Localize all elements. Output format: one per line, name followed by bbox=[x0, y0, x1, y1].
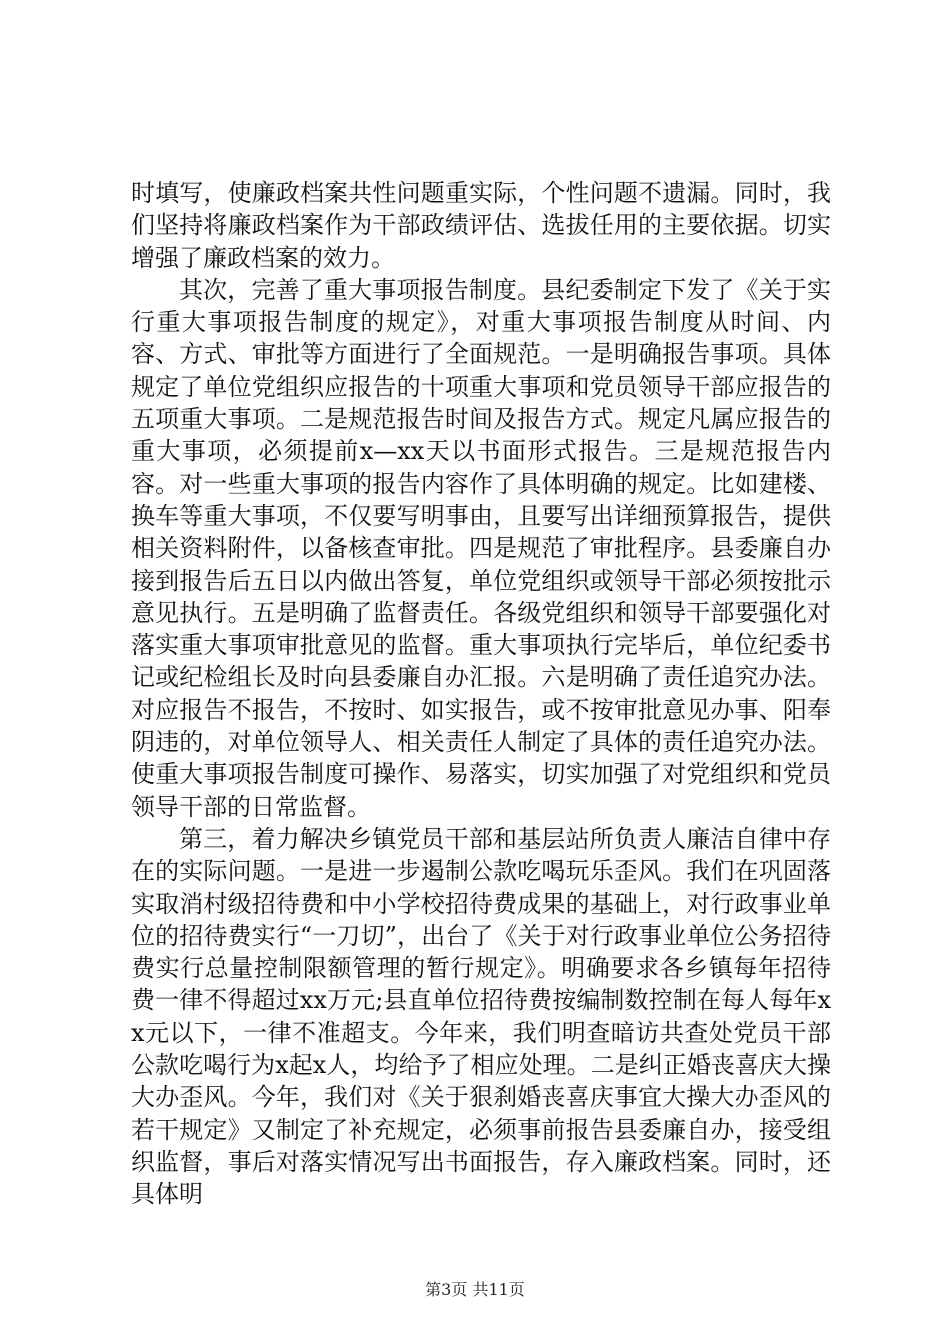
paragraph-3: 第三，着力解决乡镇党员干部和基层站所负责人廉洁自律中存在的实际问题。一是进一步遏制公款吃喝玩乐歪风。我们在巩固落实取消村级招待费和中小学校招待费成果的基础上，对行政事业单位的招待费实行“一刀切”，出台了《关于对行政事业单位公务招待费实行总量控制限额管理的暂行规定》。明确要求各乡镇每年招待费一律不得超过xx万元;县直单位招待费按编制数控制在每人每年xx元以下，一律不准超支。今年来，我们明查暗访共查处党员干部公款吃喝行为x起x人，均给予了相应处理。二是纠正婚丧喜庆大操大办歪风。今年，我们对《关于狠刹婚丧喜庆事宜大操大办歪风的若干规定》又制定了补充规定，必须事前报告县委廉自办，接受组织监督，事后对落实情况写出书面报告，存入廉政档案。同时，还具体明 bbox=[131, 824, 831, 1209]
paragraph-2: 其次，完善了重大事项报告制度。县纪委制定下发了《关于实行重大事项报告制度的规定》，对重大事项报告制度从时间、内容、方式、审批等方面进行了全面规范。一是明确报告事项。具体规定了单位党组织应报告的十项重大事项和党员领导干部应报告的五项重大事项。二是规范报告时间及报告方式。规定凡属应报告的重大事项，必须提前x—xx天以书面形式报告。三是规范报告内容。对一些重大事项的报告内容作了具体明确的规定。比如建楼、换车等重大事项，不仅要写明事由，且要写出详细预算报告，提供相关资料附件，以备核查审批。四是规范了审批程序。县委廉自办接到报告后五日以内做出答复，单位党组织或领导干部必须按批示意见执行。五是明确了监督责任。各级党组织和领导干部要强化对落实重大事项审批意见的监督。重大事项执行完毕后，单位纪委书记或纪检组长及时向县委廉自办汇报。六是明确了责任追究办法。对应报告不报告，不按时、如实报告，或不按审批意见办事、阳奉阴违的，对单位领导人、相关责任人制定了具体的责任追究办法。使重大事项报告制度可操作、易落实，切实加强了对党组织和党员领导干部的日常监督。 bbox=[131, 275, 831, 821]
page-number-footer: 第3页 共11页 bbox=[425, 1280, 525, 1299]
paragraph-1: 时填写，使廉政档案共性问题重实际，个性问题不遗漏。同时，我们坚持将廉政档案作为干部政绩评估、选拔任用的主要依据。切实增强了廉政档案的效力。 bbox=[131, 179, 831, 272]
document-body bbox=[131, 177, 831, 1211]
